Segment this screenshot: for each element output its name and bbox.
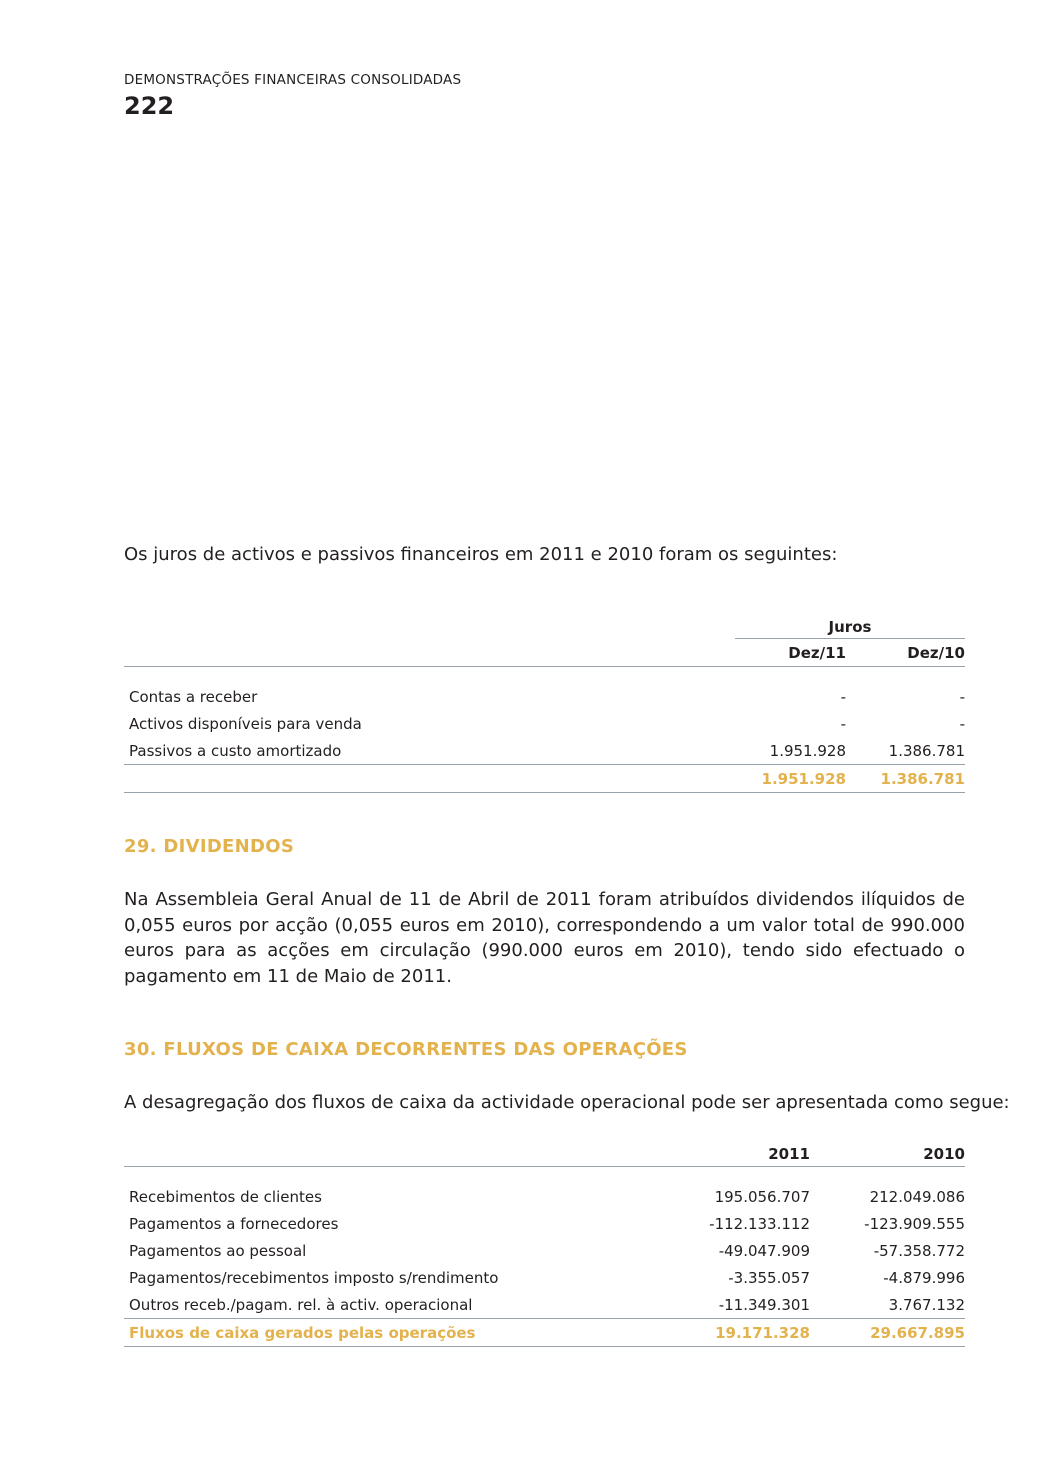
row-value-2011: 195.056.707 bbox=[714, 1187, 810, 1206]
interest-table bbox=[124, 612, 965, 793]
total-value-dez10: 1.386.781 bbox=[846, 765, 965, 793]
interest-col-dez10: Dez/10 bbox=[846, 639, 965, 667]
row-value-dez11: - bbox=[840, 714, 846, 733]
interest-group-header: Juros bbox=[735, 612, 965, 639]
row-value-2010: -123.909.555 bbox=[864, 1214, 965, 1233]
section-29-title: 29. DIVIDENDOS bbox=[124, 836, 295, 857]
cashflow-col-2010: 2010 bbox=[810, 1141, 965, 1167]
interest-col-dez11: Dez/11 bbox=[735, 639, 846, 667]
row-value-dez11: - bbox=[840, 687, 846, 706]
row-value-dez10: 1.386.781 bbox=[846, 737, 965, 765]
row-value-dez10: - bbox=[959, 687, 965, 706]
row-value-dez11: 1.951.928 bbox=[735, 737, 846, 765]
interest-total-row bbox=[124, 765, 965, 793]
row-value-2011: -49.047.909 bbox=[718, 1241, 810, 1260]
cashflow-column-header-row bbox=[124, 1141, 965, 1167]
running-header: DEMONSTRAÇÕES FINANCEIRAS CONSOLIDADAS bbox=[124, 72, 462, 88]
table-row bbox=[124, 1237, 965, 1264]
total-value-dez11: 1.951.928 bbox=[735, 765, 846, 793]
total-label: Fluxos de caixa gerados pelas operações bbox=[124, 1319, 660, 1347]
row-label: Recebimentos de clientes bbox=[129, 1187, 322, 1206]
cashflow-table bbox=[124, 1141, 965, 1347]
table-row bbox=[124, 1291, 965, 1319]
row-label: Contas a receber bbox=[129, 687, 258, 706]
table-row bbox=[124, 710, 965, 737]
cashflow-intro: A desagregação dos fluxos de caixa da actividade operacional pode ser apresentada como segue: bbox=[124, 1092, 1010, 1113]
row-label: Outros receb./pagam. rel. à activ. operacional bbox=[124, 1291, 660, 1319]
row-label: Pagamentos/recebimentos imposto s/rendimento bbox=[129, 1268, 499, 1287]
row-label: Pagamentos a fornecedores bbox=[129, 1214, 339, 1233]
total-value-2011: 19.171.328 bbox=[660, 1319, 810, 1347]
table-row bbox=[124, 1210, 965, 1237]
interest-column-header-row bbox=[124, 639, 965, 667]
section-30-title: 30. FLUXOS DE CAIXA DECORRENTES DAS OPERAÇÕES bbox=[124, 1039, 688, 1060]
table-row bbox=[124, 683, 965, 710]
total-value-2010: 29.667.895 bbox=[810, 1319, 965, 1347]
row-value-2011: -3.355.057 bbox=[728, 1268, 810, 1287]
row-value-2010: -4.879.996 bbox=[883, 1268, 965, 1287]
cashflow-total-row bbox=[124, 1319, 965, 1347]
row-value-2010: 3.767.132 bbox=[810, 1291, 965, 1319]
section-29-paragraph: Na Assembleia Geral Anual de 11 de Abril de 2011 foram atribuídos dividendos ilíquidos de 0,055 euros por acção (0,055 euros em 2010), correspondendo a um valor total de 990.000 euros para as acções em circulação (990.000 euros em 2010), tendo sido efectuado o pagamento em 11 de Maio de 2011. bbox=[124, 889, 965, 987]
row-value-2010: 212.049.086 bbox=[869, 1187, 965, 1206]
row-value-2010: -57.358.772 bbox=[873, 1241, 965, 1260]
row-value-dez10: - bbox=[959, 714, 965, 733]
total-label bbox=[124, 765, 735, 793]
interest-group-header-row bbox=[124, 612, 965, 639]
row-value-2011: -112.133.112 bbox=[709, 1214, 810, 1233]
row-label: Activos disponíveis para venda bbox=[129, 714, 362, 733]
row-value-2011: -11.349.301 bbox=[660, 1291, 810, 1319]
table-row bbox=[124, 1183, 965, 1210]
cashflow-col-2011: 2011 bbox=[660, 1141, 810, 1167]
row-label: Pagamentos ao pessoal bbox=[129, 1241, 307, 1260]
interest-intro: Os juros de activos e passivos financeiros em 2011 e 2010 foram os seguintes: bbox=[124, 544, 838, 565]
table-row bbox=[124, 1264, 965, 1291]
page-number: 222 bbox=[124, 92, 175, 120]
table-row bbox=[124, 737, 965, 765]
row-label: Passivos a custo amortizado bbox=[124, 737, 735, 765]
